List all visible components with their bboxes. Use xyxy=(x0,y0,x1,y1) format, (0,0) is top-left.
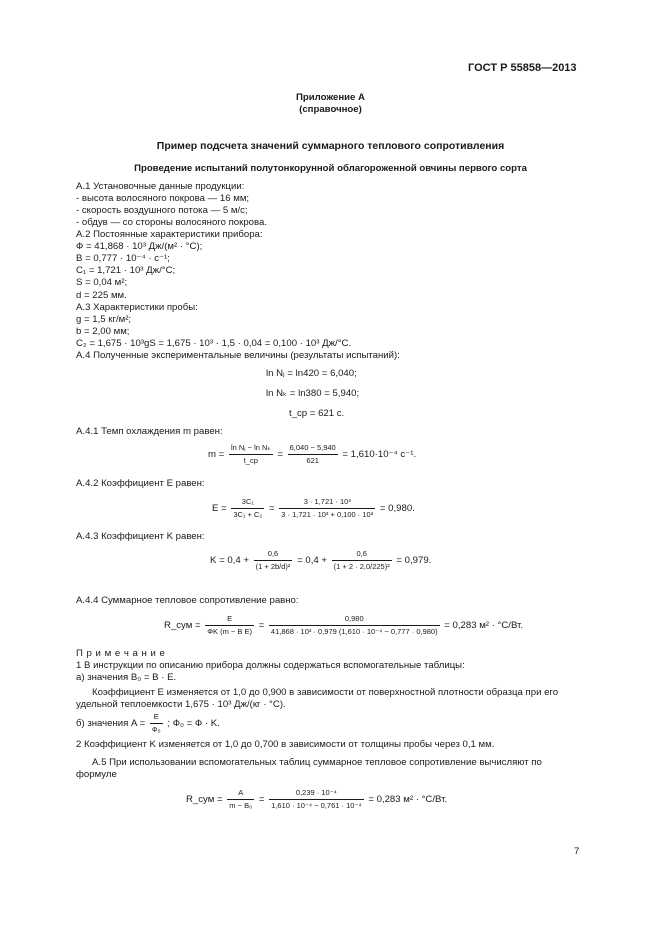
formula-e-frac1 xyxy=(231,496,264,521)
formula-r2-lhs: R_сум = xyxy=(186,794,223,806)
formula-k-frac2 xyxy=(332,548,392,573)
note-1: 1 В инструкции по описанию прибора должны содержаться вспомогательные таблицы: xyxy=(76,660,465,671)
param-d: d = 225 мм. xyxy=(76,290,127,301)
param-c2: C₂ = 1,675 · 10³gS = 1,675 · 10³ · 1,5 · 0,04 = 0,100 · 10³ Дж/°С. xyxy=(76,338,352,349)
para-a4: А.4 Полученные экспериментальные величины (результаты испытаний): xyxy=(76,350,400,361)
formula-k-den: (1 + 2b/d)² xyxy=(255,562,291,571)
formula-r-den: ФK (m − B E) xyxy=(207,627,252,636)
formula-k-num2: 0,6 xyxy=(332,548,392,561)
formula-k xyxy=(210,548,431,573)
formula-e-frac2 xyxy=(279,496,375,521)
formula-k-result: = 0,979. xyxy=(396,555,432,567)
appendix-subtitle: (справочное) xyxy=(299,104,362,115)
formula-m: m = $\frac{\text{ln Nⱼ − ln Nₖ}}{t\_ср}$ = $\frac{6,040 - 5,940}{621}$ = 1,610·10⁻⁴ с⁻¹. xyxy=(208,443,417,465)
note-a-den: Ф₀ xyxy=(151,725,161,734)
formula-m-den2: 621 xyxy=(306,456,319,465)
list-item: - скорость воздушного потока — 5 м/с; xyxy=(76,205,248,216)
param-phi: Ф = 41,868 · 10³ Дж/(м² · °С); xyxy=(76,241,203,252)
main-title: Пример подсчета значений суммарного теплового сопротивления xyxy=(156,140,505,152)
formula-m-frac1 xyxy=(229,442,273,467)
formula-r2: R_сум = $\frac{A}{\text{m − B₀}}$ = $\frac{\text{0,239 · 10⁻⁴}}{\text{1,610 · 10⁻⁴ − 0,761 · 10⁻⁴}}$ = 0,283 м² · °С/Вт. xyxy=(186,788,448,810)
formula-m-den: t_ср xyxy=(243,456,258,465)
note-1c xyxy=(76,711,220,736)
formula-e-den2: 3 · 1,721 · 10³ + 0,100 · 10³ xyxy=(281,510,374,519)
formula-r2-num: A xyxy=(227,787,254,800)
formula-r2-frac2 xyxy=(269,787,363,812)
note-title: П р и м е ч а н и е xyxy=(76,648,166,659)
note-1b-line1: Коэффициент E изменяется от 1,0 до 0,900 в зависимости от поверхностной плотности образца при его xyxy=(92,687,559,698)
note-2: 2 Коэффициент K изменяется от 1,0 до 0,700 в зависимости от толщины пробы через 0,1 мм. xyxy=(76,739,495,750)
formula-k-lhs: K = 0,4 + xyxy=(210,555,249,567)
note-a-lhs: A = xyxy=(131,718,146,730)
formula-k-num: 0,6 xyxy=(254,548,293,561)
para-a5-line1: А.5 При использовании вспомогательных таблиц суммарное тепловое сопротивление вычисляют по xyxy=(92,757,542,768)
formula-r-lhs: R_сум = xyxy=(164,620,201,632)
note-phi: ; Ф₀ = Ф · K. xyxy=(167,718,220,730)
formula-r2-frac1 xyxy=(227,787,254,812)
formula-r-result: = 0,283 м² · °С/Вт. xyxy=(444,620,524,632)
formula-r-num2: 0,980 xyxy=(269,613,440,626)
para-a41: А.4.1 Темп охлаждения m равен: xyxy=(76,426,223,437)
formula-m-frac2 xyxy=(288,442,338,467)
formula-m-lhs: m = xyxy=(208,449,225,461)
note-1c-label: б) значения xyxy=(76,718,129,730)
formula-r2-result: = 0,283 м² · °С/Вт. xyxy=(368,794,448,806)
list-item: - высота волосяного покрова — 16 мм; xyxy=(76,193,250,204)
para-a42: А.4.2 Коэффициент E равен: xyxy=(76,478,205,489)
formula-r2-num2: 0,239 · 10⁻⁴ xyxy=(269,787,363,800)
formula-e-lhs: E = xyxy=(212,503,227,515)
formula-e: E = $\frac{\text{3C₁}}{\text{3C₁ + C₂}}$ = $\frac{\text{3 · 1,721 · 10³}}{\text{3 · 1,721 · 10³ + 0,100 · 10³}}$ = 0,980. xyxy=(212,497,415,519)
formula-m-num2: 6,040 − 5,940 xyxy=(288,442,338,455)
param-g: g = 1,5 кг/м²; xyxy=(76,314,132,325)
note-1a: а) значения B₀ = B · E. xyxy=(76,672,177,683)
param-b: B = 0,777 · 10⁻⁴ · с⁻¹; xyxy=(76,253,170,264)
page-number: 7 xyxy=(574,846,580,857)
standard-code: ГОСТ Р 55858—2013 xyxy=(468,62,577,74)
para-a44: А.4.4 Суммарное тепловое сопротивление равно: xyxy=(76,595,299,606)
note-1b-line2: удельной теплоемкости 1,675 · 10³ Дж/(кг · °С). xyxy=(76,699,286,710)
formula-r2-den2: 1,610 · 10⁻⁴ − 0,761 · 10⁻⁴ xyxy=(271,801,362,810)
formula-r-frac1 xyxy=(205,613,254,638)
formula-k-den2: (1 + 2 · 2,0/225)² xyxy=(333,562,390,571)
para-a1: А.1 Установочные данные продукции: xyxy=(76,181,245,192)
appendix-title: Приложение А xyxy=(296,92,365,103)
note-a-num: E xyxy=(150,711,163,724)
formula-ln-nj: ln Nⱼ = ln420 = 6,040; xyxy=(266,368,357,379)
formula-e-den: 3C₁ + C₂ xyxy=(233,510,263,519)
formula-tcp: t_ср = 621 с. xyxy=(289,408,345,419)
formula-r: R_сум = $\frac{E}{\text{ФK (m − B E)}}$ = $\frac{0,980}{\text{41,868 · 10³ · 0,979 (1,610 · 10⁻⁴ − 0,777 · 0,980)}}$ = 0,283 м² · °С/Вт. xyxy=(164,614,524,636)
formula-m-num: ln Nⱼ − ln Nₖ xyxy=(229,442,273,455)
formula-e-result: = 0,980. xyxy=(379,503,415,515)
para-a43: А.4.3 Коэффициент K равен: xyxy=(76,531,205,542)
note-a-frac xyxy=(150,711,163,736)
formula-r-den2: 41,868 · 10³ · 0,979 (1,610 · 10⁻⁴ − 0,777 · 0,980) xyxy=(270,627,438,636)
section-subtitle: Проведение испытаний полутонкорунной облагороженной овчины первого сорта xyxy=(134,163,527,174)
formula-r-num: E xyxy=(205,613,254,626)
formula-k-frac1 xyxy=(254,548,293,573)
param-s: S = 0,04 м²; xyxy=(76,277,128,288)
formula-e-num: 3C₁ xyxy=(231,496,264,509)
list-item: - обдув — со стороны волосяного покрова. xyxy=(76,217,267,228)
para-a2: А.2 Постоянные характеристики прибора: xyxy=(76,229,263,240)
formula-r-frac2 xyxy=(269,613,440,638)
para-a3: А.3 Характеристики пробы: xyxy=(76,302,198,313)
param-c1: C₁ = 1,721 · 10³ Дж/°С; xyxy=(76,265,176,276)
formula-r2-den: m − B₀ xyxy=(229,801,253,810)
formula-e-num2: 3 · 1,721 · 10³ xyxy=(279,496,375,509)
formula-k-mid: = 0,4 + xyxy=(297,555,327,567)
para-a5-line2: формуле xyxy=(76,769,117,780)
formula-ln-nk: ln Nₖ = ln380 = 5,940; xyxy=(266,388,360,399)
formula-m-result: = 1,610·10⁻⁴ с⁻¹. xyxy=(342,449,417,461)
param-bb: b = 2,00 мм; xyxy=(76,326,130,337)
